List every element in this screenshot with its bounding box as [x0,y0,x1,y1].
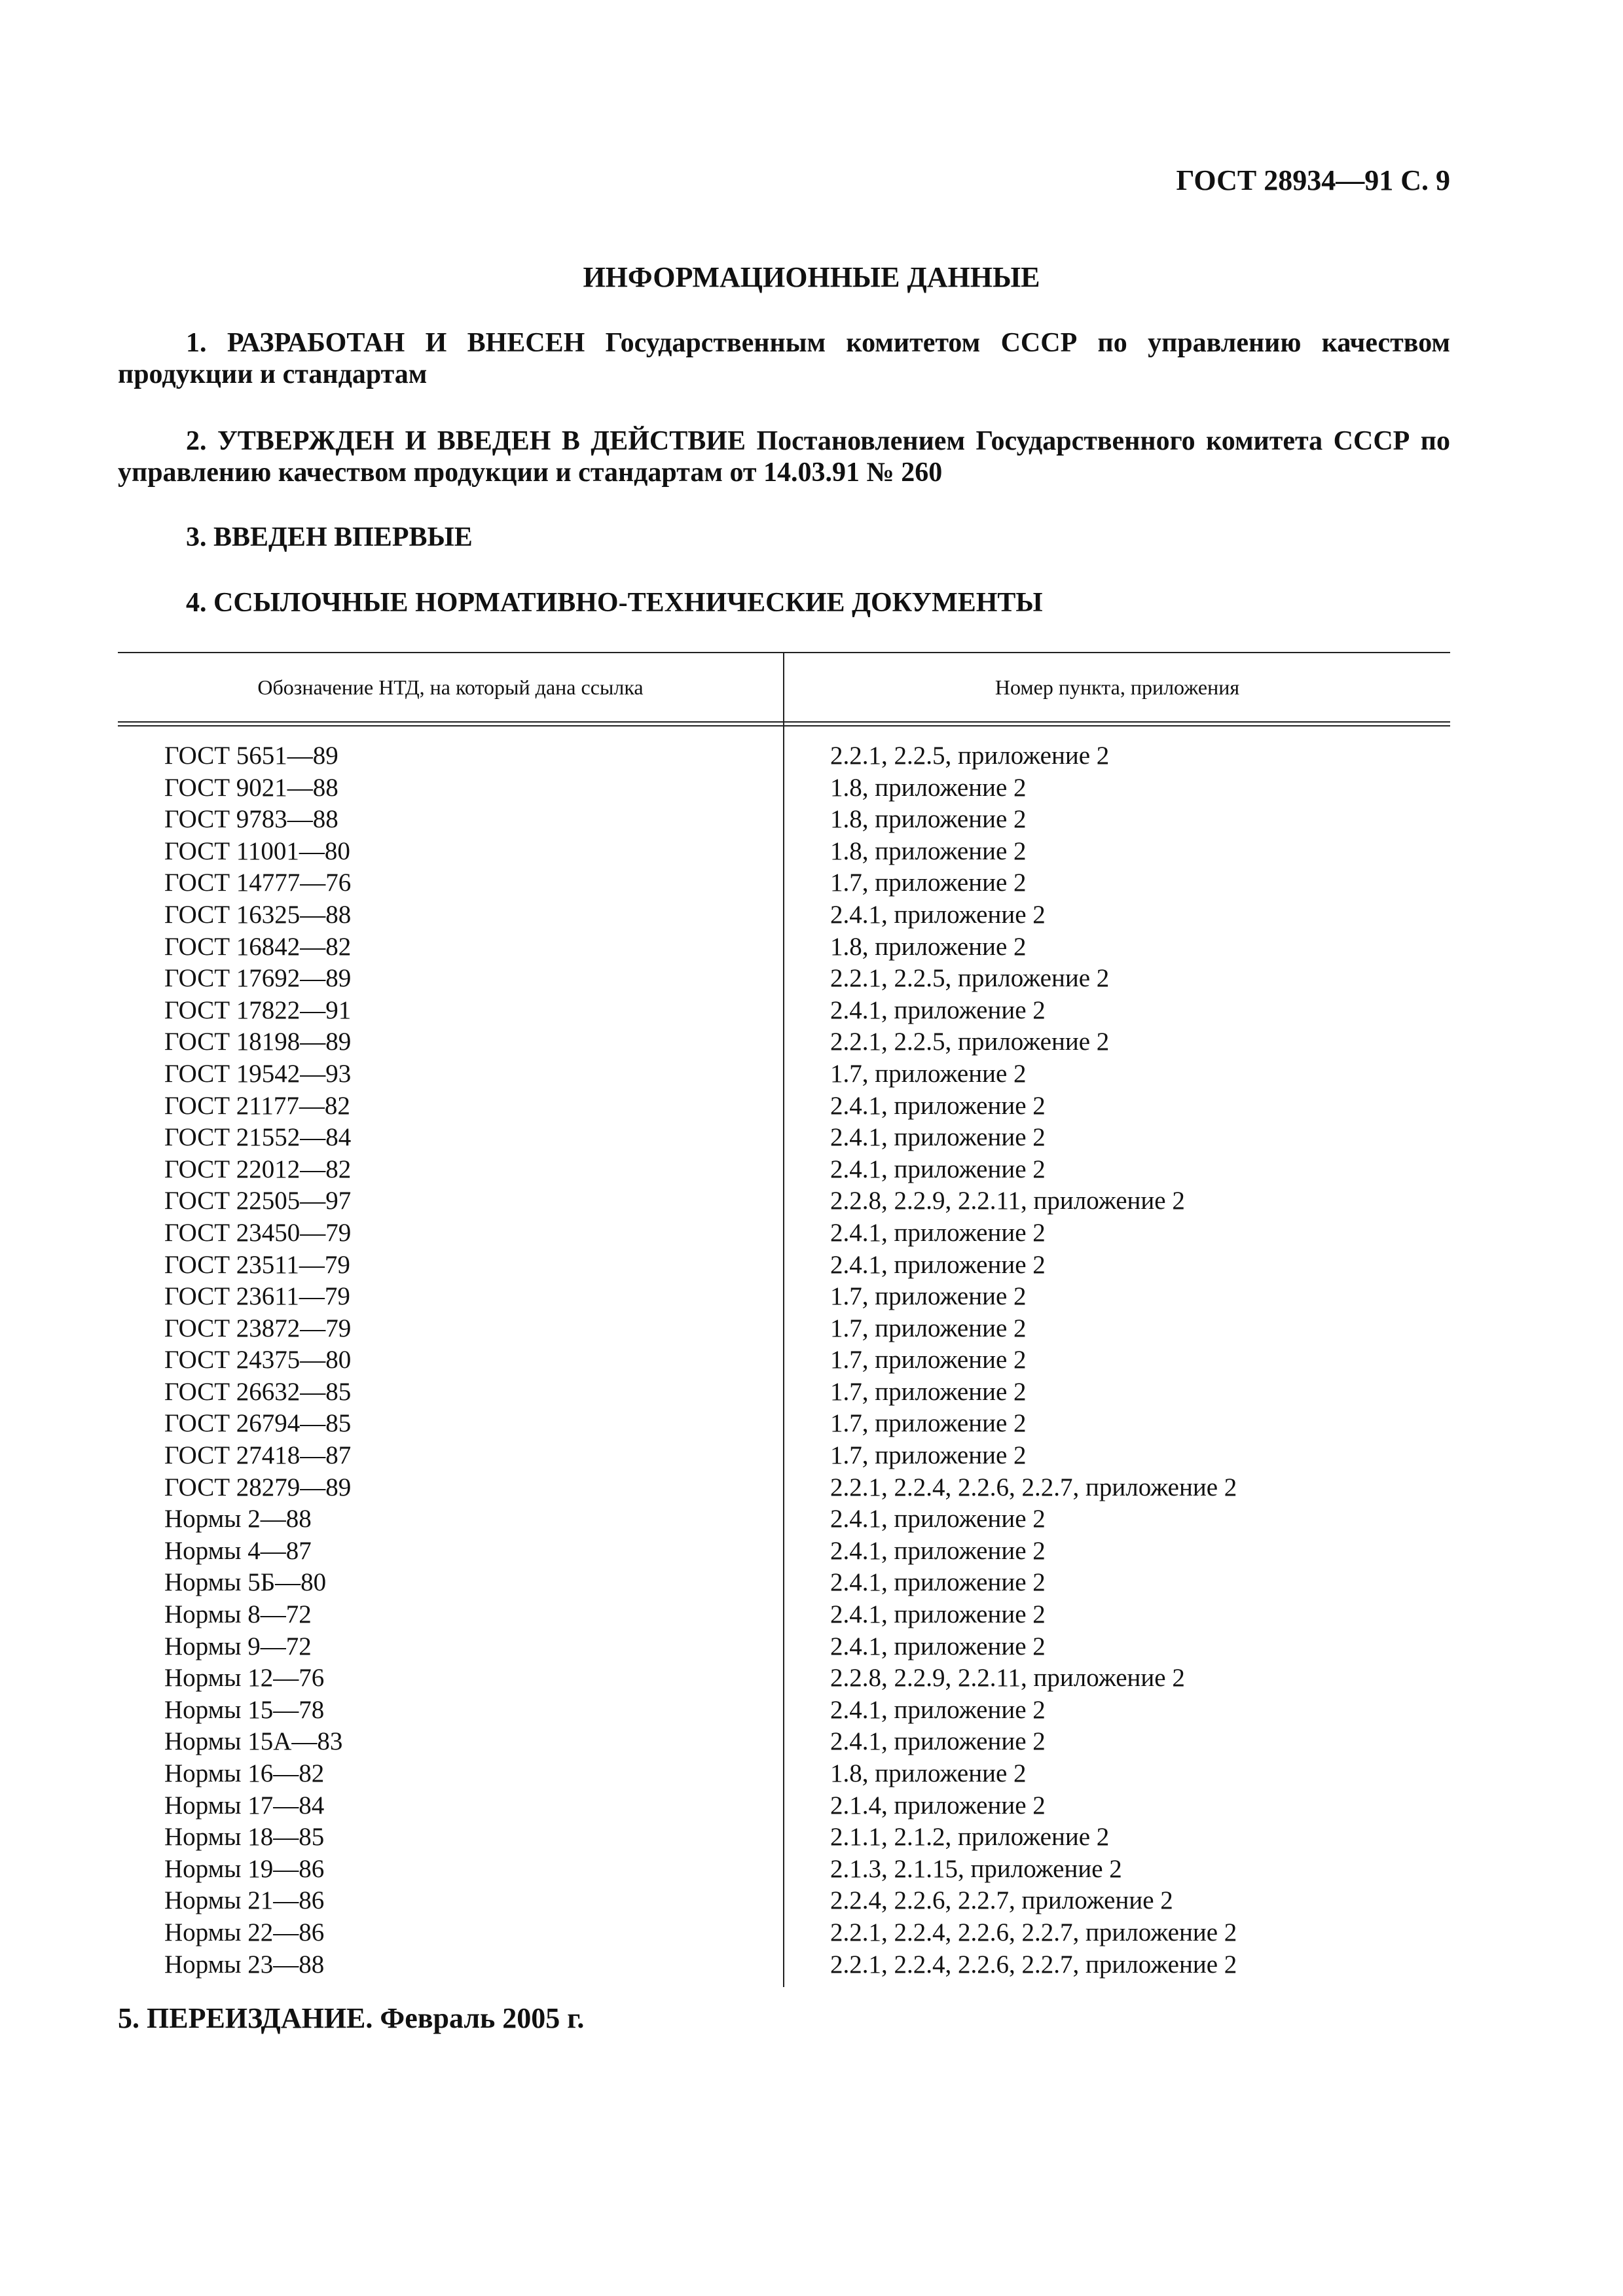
table-row [118,995,1450,1027]
cell-clause: 2.4.1, приложение 2 [830,1505,1046,1534]
cell-clause: 2.2.1, 2.2.5, приложение 2 [830,964,1110,993]
cell-designation: ГОСТ 26794—85 [164,1409,352,1438]
item-2-text: 2. УТВЕРЖДЕН И ВВЕДЕН В ДЕЙСТВИЕ Постановлением Государственного комитета СССР по управлению качеством продукции и стандартам от 14.03.91 № 260 [118,426,1450,488]
cell-designation: Нормы 9—72 [164,1632,312,1660]
cell-designation: ГОСТ 17822—91 [164,996,352,1024]
table-row [118,1821,1450,1854]
cell-clause: 2.4.1, приложение 2 [830,1123,1046,1152]
cell-clause: 2.4.1, приложение 2 [830,1536,1046,1565]
cell-designation: Нормы 18—85 [164,1823,325,1852]
cell-designation: Нормы 12—76 [164,1664,325,1693]
cell-designation: ГОСТ 5651—89 [164,742,338,770]
table-body [118,740,1450,1981]
cell-clause: 1.7, приложение 2 [830,1377,1027,1406]
table-header-designation: Обозначение НТД, на который дана ссылка [257,675,644,699]
cell-designation: ГОСТ 28279—89 [164,1473,352,1501]
cell-clause: 2.4.1, приложение 2 [830,900,1046,929]
cell-clause: 2.2.1, 2.2.5, приложение 2 [830,742,1110,770]
cell-clause: 1.8, приложение 2 [830,805,1027,834]
cell-clause: 2.4.1, приложение 2 [830,1600,1046,1629]
cell-designation: ГОСТ 16325—88 [164,900,352,929]
cell-clause: 2.4.1, приложение 2 [830,1250,1046,1279]
cell-designation: Нормы 22—86 [164,1918,325,1946]
cell-designation: Нормы 19—86 [164,1854,325,1883]
table-row [118,1535,1450,1568]
cell-clause: 1.7, приложение 2 [830,1409,1027,1438]
document-title: ИНФОРМАЦИОННЫЕ ДАННЫЕ [583,261,1040,293]
cell-designation: ГОСТ 21552—84 [164,1123,352,1152]
item-3-introduced: 3. ВВЕДЕН ВПЕРВЫЕ [186,522,473,552]
cell-designation: Нормы 5Б—80 [164,1568,327,1597]
table-row [118,1376,1450,1408]
cell-designation: Нормы 23—88 [164,1950,325,1979]
cell-designation: Нормы 16—82 [164,1759,325,1787]
table-row [118,1408,1450,1440]
table-row [118,1058,1450,1090]
table-row [118,1885,1450,1917]
table-row [118,1281,1450,1313]
cell-clause: 2.4.1, приложение 2 [830,1218,1046,1247]
cell-designation: ГОСТ 26632—85 [164,1377,352,1406]
cell-designation: Нормы 8—72 [164,1600,312,1629]
table-row [118,1090,1450,1122]
cell-designation: Нормы 4—87 [164,1536,312,1565]
table-row [118,1726,1450,1758]
cell-clause: 2.4.1, приложение 2 [830,1155,1046,1183]
table-row [118,1440,1450,1472]
references-table [118,652,1450,1986]
cell-designation: ГОСТ 22012—82 [164,1155,352,1183]
cell-designation: Нормы 15А—83 [164,1727,343,1756]
cell-clause: 1.7, приложение 2 [830,869,1027,897]
table-row [118,1249,1450,1282]
cell-designation: ГОСТ 9021—88 [164,773,338,802]
cell-designation: ГОСТ 18198—89 [164,1028,352,1056]
cell-designation: ГОСТ 24375—80 [164,1346,352,1374]
cell-designation: ГОСТ 23611—79 [164,1282,350,1311]
table-row [118,1122,1450,1154]
item-1-text: 1. РАЗРАБОТАН И ВНЕСЕН Государственным комитетом СССР по управлению качеством продукции и стандартам [118,328,1450,389]
cell-clause: 2.4.1, приложение 2 [830,1695,1046,1724]
cell-clause: 2.4.1, приложение 2 [830,1568,1046,1597]
cell-designation: ГОСТ 19542—93 [164,1059,352,1088]
cell-clause: 1.7, приложение 2 [830,1314,1027,1342]
cell-clause: 2.2.1, 2.2.4, 2.2.6, 2.2.7, приложение 2 [830,1918,1237,1946]
table-row [118,931,1450,963]
cell-clause: 1.7, приложение 2 [830,1346,1027,1374]
cell-clause: 2.1.4, приложение 2 [830,1791,1046,1820]
cell-clause: 2.2.1, 2.2.5, приложение 2 [830,1028,1110,1056]
cell-designation: ГОСТ 27418—87 [164,1441,352,1470]
table-row [118,1185,1450,1217]
cell-designation: ГОСТ 23450—79 [164,1218,352,1247]
table-row [118,1758,1450,1790]
cell-designation: ГОСТ 23511—79 [164,1250,350,1279]
table-row [118,740,1450,772]
table-row [118,1695,1450,1727]
cell-designation: ГОСТ 22505—97 [164,1187,352,1215]
table-row [118,1662,1450,1695]
cell-clause: 2.2.8, 2.2.9, 2.2.11, приложение 2 [830,1664,1185,1693]
table-row [118,963,1450,995]
table-row [118,1026,1450,1058]
table-row [118,804,1450,836]
table-row [118,1949,1450,1981]
cell-clause: 1.8, приложение 2 [830,773,1027,802]
cell-clause: 1.8, приложение 2 [830,932,1027,961]
cell-clause: 1.7, приложение 2 [830,1059,1027,1088]
cell-clause: 2.1.1, 2.1.2, приложение 2 [830,1823,1110,1852]
cell-clause: 2.2.8, 2.2.9, 2.2.11, приложение 2 [830,1187,1185,1215]
table-row [118,772,1450,804]
table-row [118,1472,1450,1504]
cell-designation: ГОСТ 23872—79 [164,1314,352,1342]
item-5-reissue: 5. ПЕРЕИЗДАНИЕ. Февраль 2005 г. [118,2002,585,2034]
cell-designation: Нормы 15—78 [164,1695,325,1724]
item-2-approved [118,425,1450,488]
cell-clause: 2.4.1, приложение 2 [830,1091,1046,1120]
cell-clause: 2.4.1, приложение 2 [830,996,1046,1024]
table-row [118,1217,1450,1249]
cell-clause: 2.4.1, приложение 2 [830,1632,1046,1660]
table-row [118,836,1450,868]
cell-clause: 2.4.1, приложение 2 [830,1727,1046,1756]
table-row [118,1313,1450,1345]
cell-clause: 1.8, приложение 2 [830,1759,1027,1787]
cell-clause: 1.7, приложение 2 [830,1441,1027,1470]
cell-designation: ГОСТ 11001—80 [164,836,350,865]
cell-designation: ГОСТ 16842—82 [164,932,352,961]
cell-clause: 2.2.4, 2.2.6, 2.2.7, приложение 2 [830,1886,1173,1915]
cell-designation: ГОСТ 14777—76 [164,869,352,897]
page-header: ГОСТ 28934—91 С. 9 [1176,164,1450,196]
cell-designation: Нормы 17—84 [164,1791,325,1820]
cell-clause: 2.2.1, 2.2.4, 2.2.6, 2.2.7, приложение 2 [830,1473,1237,1501]
table-row [118,1599,1450,1631]
table-row [118,1917,1450,1949]
item-1-developed-by [118,327,1450,390]
cell-designation: Нормы 2—88 [164,1505,312,1534]
table-row [118,899,1450,931]
cell-clause: 1.8, приложение 2 [830,836,1027,865]
table-row [118,1631,1450,1663]
cell-clause: 1.7, приложение 2 [830,1282,1027,1311]
cell-designation: Нормы 21—86 [164,1886,325,1915]
cell-clause: 2.1.3, 2.1.15, приложение 2 [830,1854,1122,1883]
cell-designation: ГОСТ 9783—88 [164,805,338,834]
cell-clause: 2.2.1, 2.2.4, 2.2.6, 2.2.7, приложение 2 [830,1950,1237,1979]
table-row [118,1567,1450,1599]
table-row [118,867,1450,899]
table-row [118,1854,1450,1886]
cell-designation: ГОСТ 17692—89 [164,964,352,993]
table-row [118,1790,1450,1822]
table-header-clause: Номер пункта, приложения [994,675,1240,699]
cell-designation: ГОСТ 21177—82 [164,1091,350,1120]
table-row [118,1344,1450,1376]
item-4-references-heading: 4. ССЫЛОЧНЫЕ НОРМАТИВНО-ТЕХНИЧЕСКИЕ ДОКУМЕНТЫ [186,588,1043,618]
table-row [118,1154,1450,1186]
table-row [118,1503,1450,1535]
